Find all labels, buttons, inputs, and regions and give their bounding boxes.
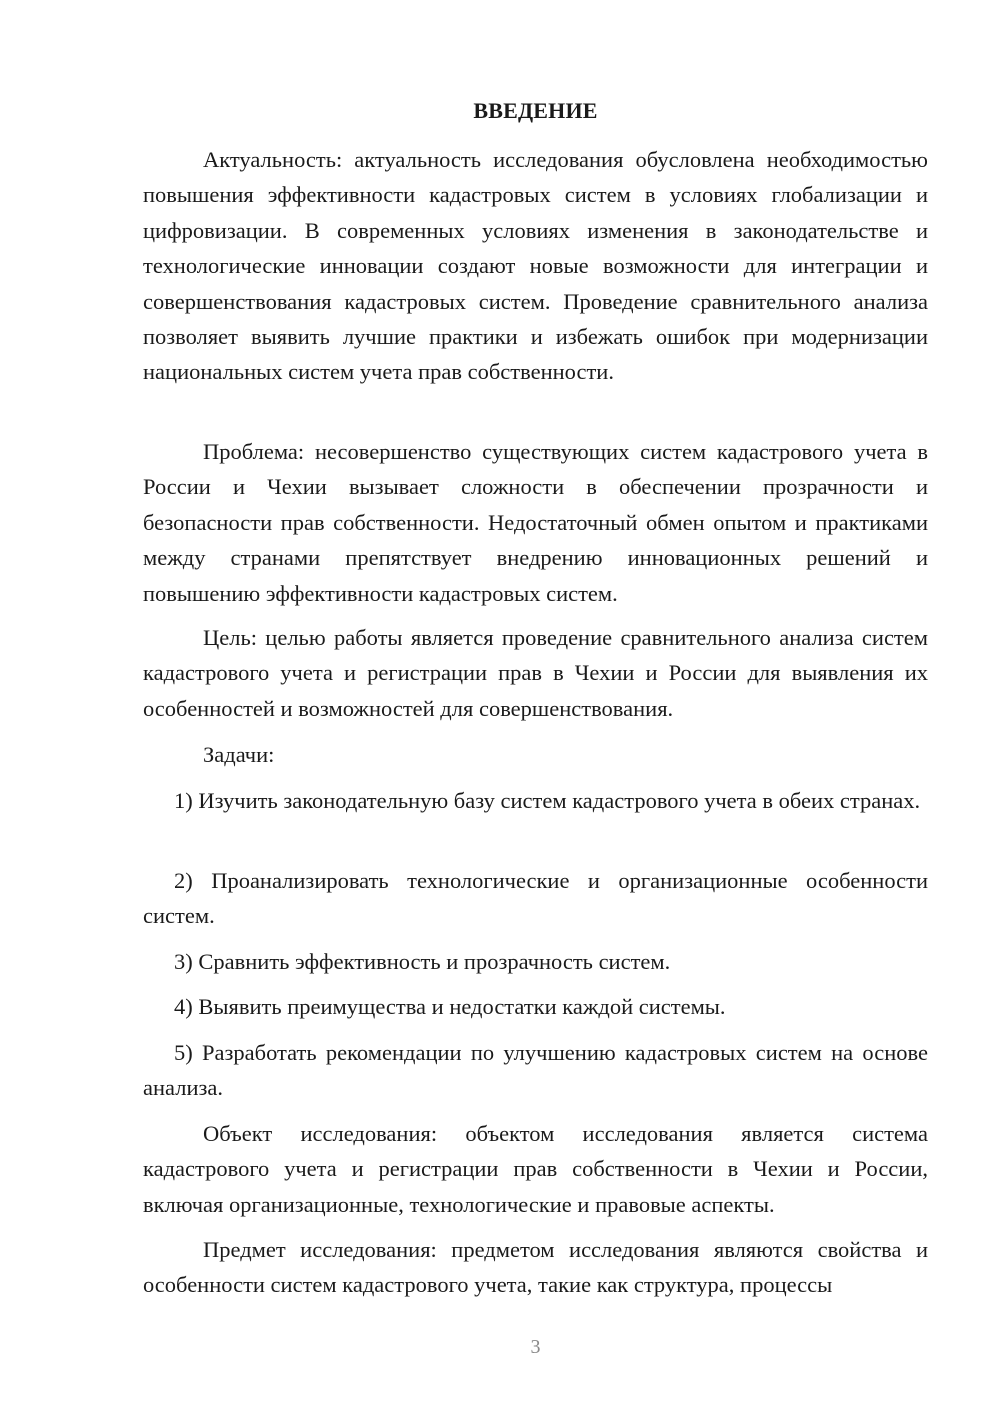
task-item-2: 2) Проанализировать технологические и организационные особенности систем.	[143, 868, 928, 929]
paragraph-relevance: Актуальность: актуальность исследования обусловлена необходимостью повышения эффективности кадастровых систем в условиях глобализации и цифровизации. В современных условиях изменения в законодательстве и технологические инновации создают новые возможности для интеграции и совершенствования кадастровых систем. Проведение сравнительного анализа позволяет выявить лучшие практики и избежать ошибок при модернизации национальных систем учета прав собственности.	[143, 147, 928, 385]
paragraph-goal: Цель: целью работы является проведение сравнительного анализа систем кадастрового учета и регистрации прав в Чехии и России для выявления их особенностей и возможностей для совершенствования.	[143, 625, 928, 721]
task-item-1: 1) Изучить законодательную базу систем кадастрового учета в обеих странах.	[174, 788, 921, 813]
paragraph-object: Объект исследования: объектом исследования является система кадастрового учета и регистрации прав собственности в Чехии и России, включая организационные, технологические и правовые аспекты.	[143, 1121, 928, 1217]
tasks-label: Задачи:	[203, 742, 275, 767]
section-title: ВВЕДЕНИЕ	[473, 98, 598, 123]
task-item-3: 3) Сравнить эффективность и прозрачность систем.	[174, 949, 671, 974]
paragraph-subject: Предмет исследования: предметом исследования являются свойства и особенности систем кадастрового учета, такие как структура, процессы	[143, 1237, 928, 1298]
task-item-4: 4) Выявить преимущества и недостатки каждой системы.	[174, 994, 726, 1019]
page-number: 3	[530, 1336, 541, 1358]
paragraph-problem: Проблема: несовершенство существующих систем кадастрового учета в России и Чехии вызывает сложности в обеспечении прозрачности и безопасности прав собственности. Недостаточный обмен опытом и практиками между странами препятствует внедрению инновационных решений и повышению эффективности кадастровых систем.	[143, 439, 928, 606]
task-item-5: 5) Разработать рекомендации по улучшению кадастровых систем на основе анализа.	[143, 1040, 928, 1101]
